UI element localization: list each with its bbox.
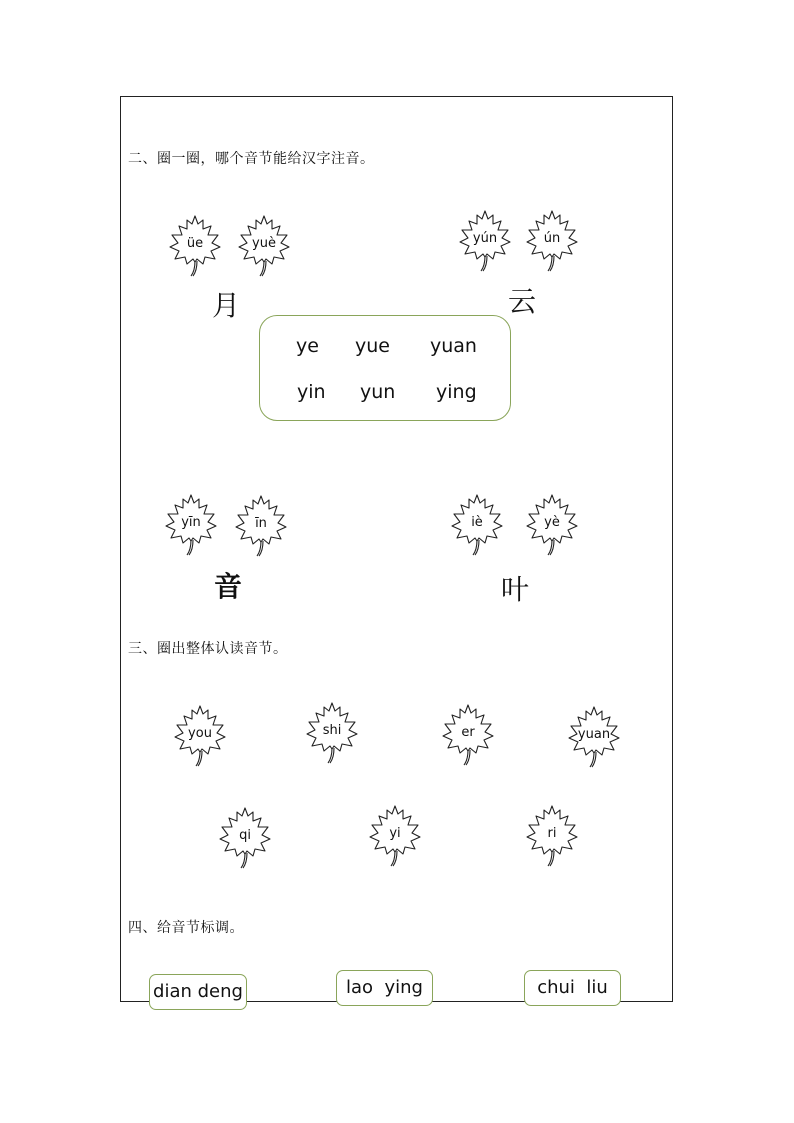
leaf-card[interactable]: [163, 493, 219, 557]
leaf-card[interactable]: [524, 209, 580, 273]
leaf-card[interactable]: [566, 705, 622, 769]
leaf-syllable: you: [188, 726, 212, 741]
hanzi-character: 云: [508, 285, 537, 318]
syllable-option[interactable]: yun: [360, 381, 396, 403]
pinyin-tone-box[interactable]: chui liu: [524, 970, 621, 1006]
pinyin-tone-box[interactable]: dian deng: [149, 974, 247, 1010]
leaf-card[interactable]: [167, 214, 223, 278]
leaf-syllable: yuè: [252, 236, 276, 251]
leaf-syllable: shi: [322, 723, 342, 738]
hanzi-character: 叶: [501, 573, 530, 606]
leaf-syllable: yè: [544, 515, 560, 530]
leaf-card[interactable]: [524, 804, 580, 868]
syllable-option[interactable]: ye: [296, 335, 319, 357]
section4-heading: 四、给音节标调。: [128, 920, 244, 936]
leaf-card[interactable]: [449, 493, 505, 557]
syllable-options-box: [259, 315, 511, 421]
leaf-syllable: yún: [472, 231, 498, 246]
section3-heading: 三、圈出整体认读音节。: [128, 641, 288, 657]
section2-heading: 二、圈一圈，哪个音节能给汉字注音。: [128, 151, 375, 167]
hanzi-character: 音: [214, 570, 243, 603]
leaf-card[interactable]: [440, 703, 496, 767]
leaf-card[interactable]: [457, 209, 513, 273]
leaf-card[interactable]: [367, 804, 423, 868]
leaf-card[interactable]: [233, 494, 289, 558]
leaf-syllable: qi: [239, 828, 251, 843]
leaf-card[interactable]: [524, 493, 580, 557]
leaf-syllable: ri: [547, 826, 557, 841]
syllable-option[interactable]: yuan: [430, 335, 477, 357]
leaf-syllable: yi: [389, 826, 401, 841]
leaf-card[interactable]: [304, 701, 360, 765]
leaf-card[interactable]: [217, 806, 273, 870]
syllable-option[interactable]: yin: [297, 381, 326, 403]
leaf-card[interactable]: [172, 704, 228, 768]
pinyin-tone-box[interactable]: lao ying: [336, 970, 433, 1006]
leaf-syllable: ún: [543, 231, 561, 246]
leaf-syllable: üe: [186, 236, 204, 251]
syllable-option[interactable]: yue: [355, 335, 390, 357]
leaf-syllable: er: [461, 725, 475, 740]
leaf-syllable: yuan: [577, 727, 611, 742]
hanzi-character: 月: [212, 289, 241, 322]
leaf-syllable: yīn: [181, 515, 201, 530]
leaf-syllable: iè: [471, 515, 483, 530]
syllable-option[interactable]: ying: [436, 381, 477, 403]
leaf-syllable: īn: [255, 516, 267, 531]
leaf-card[interactable]: [236, 214, 292, 278]
